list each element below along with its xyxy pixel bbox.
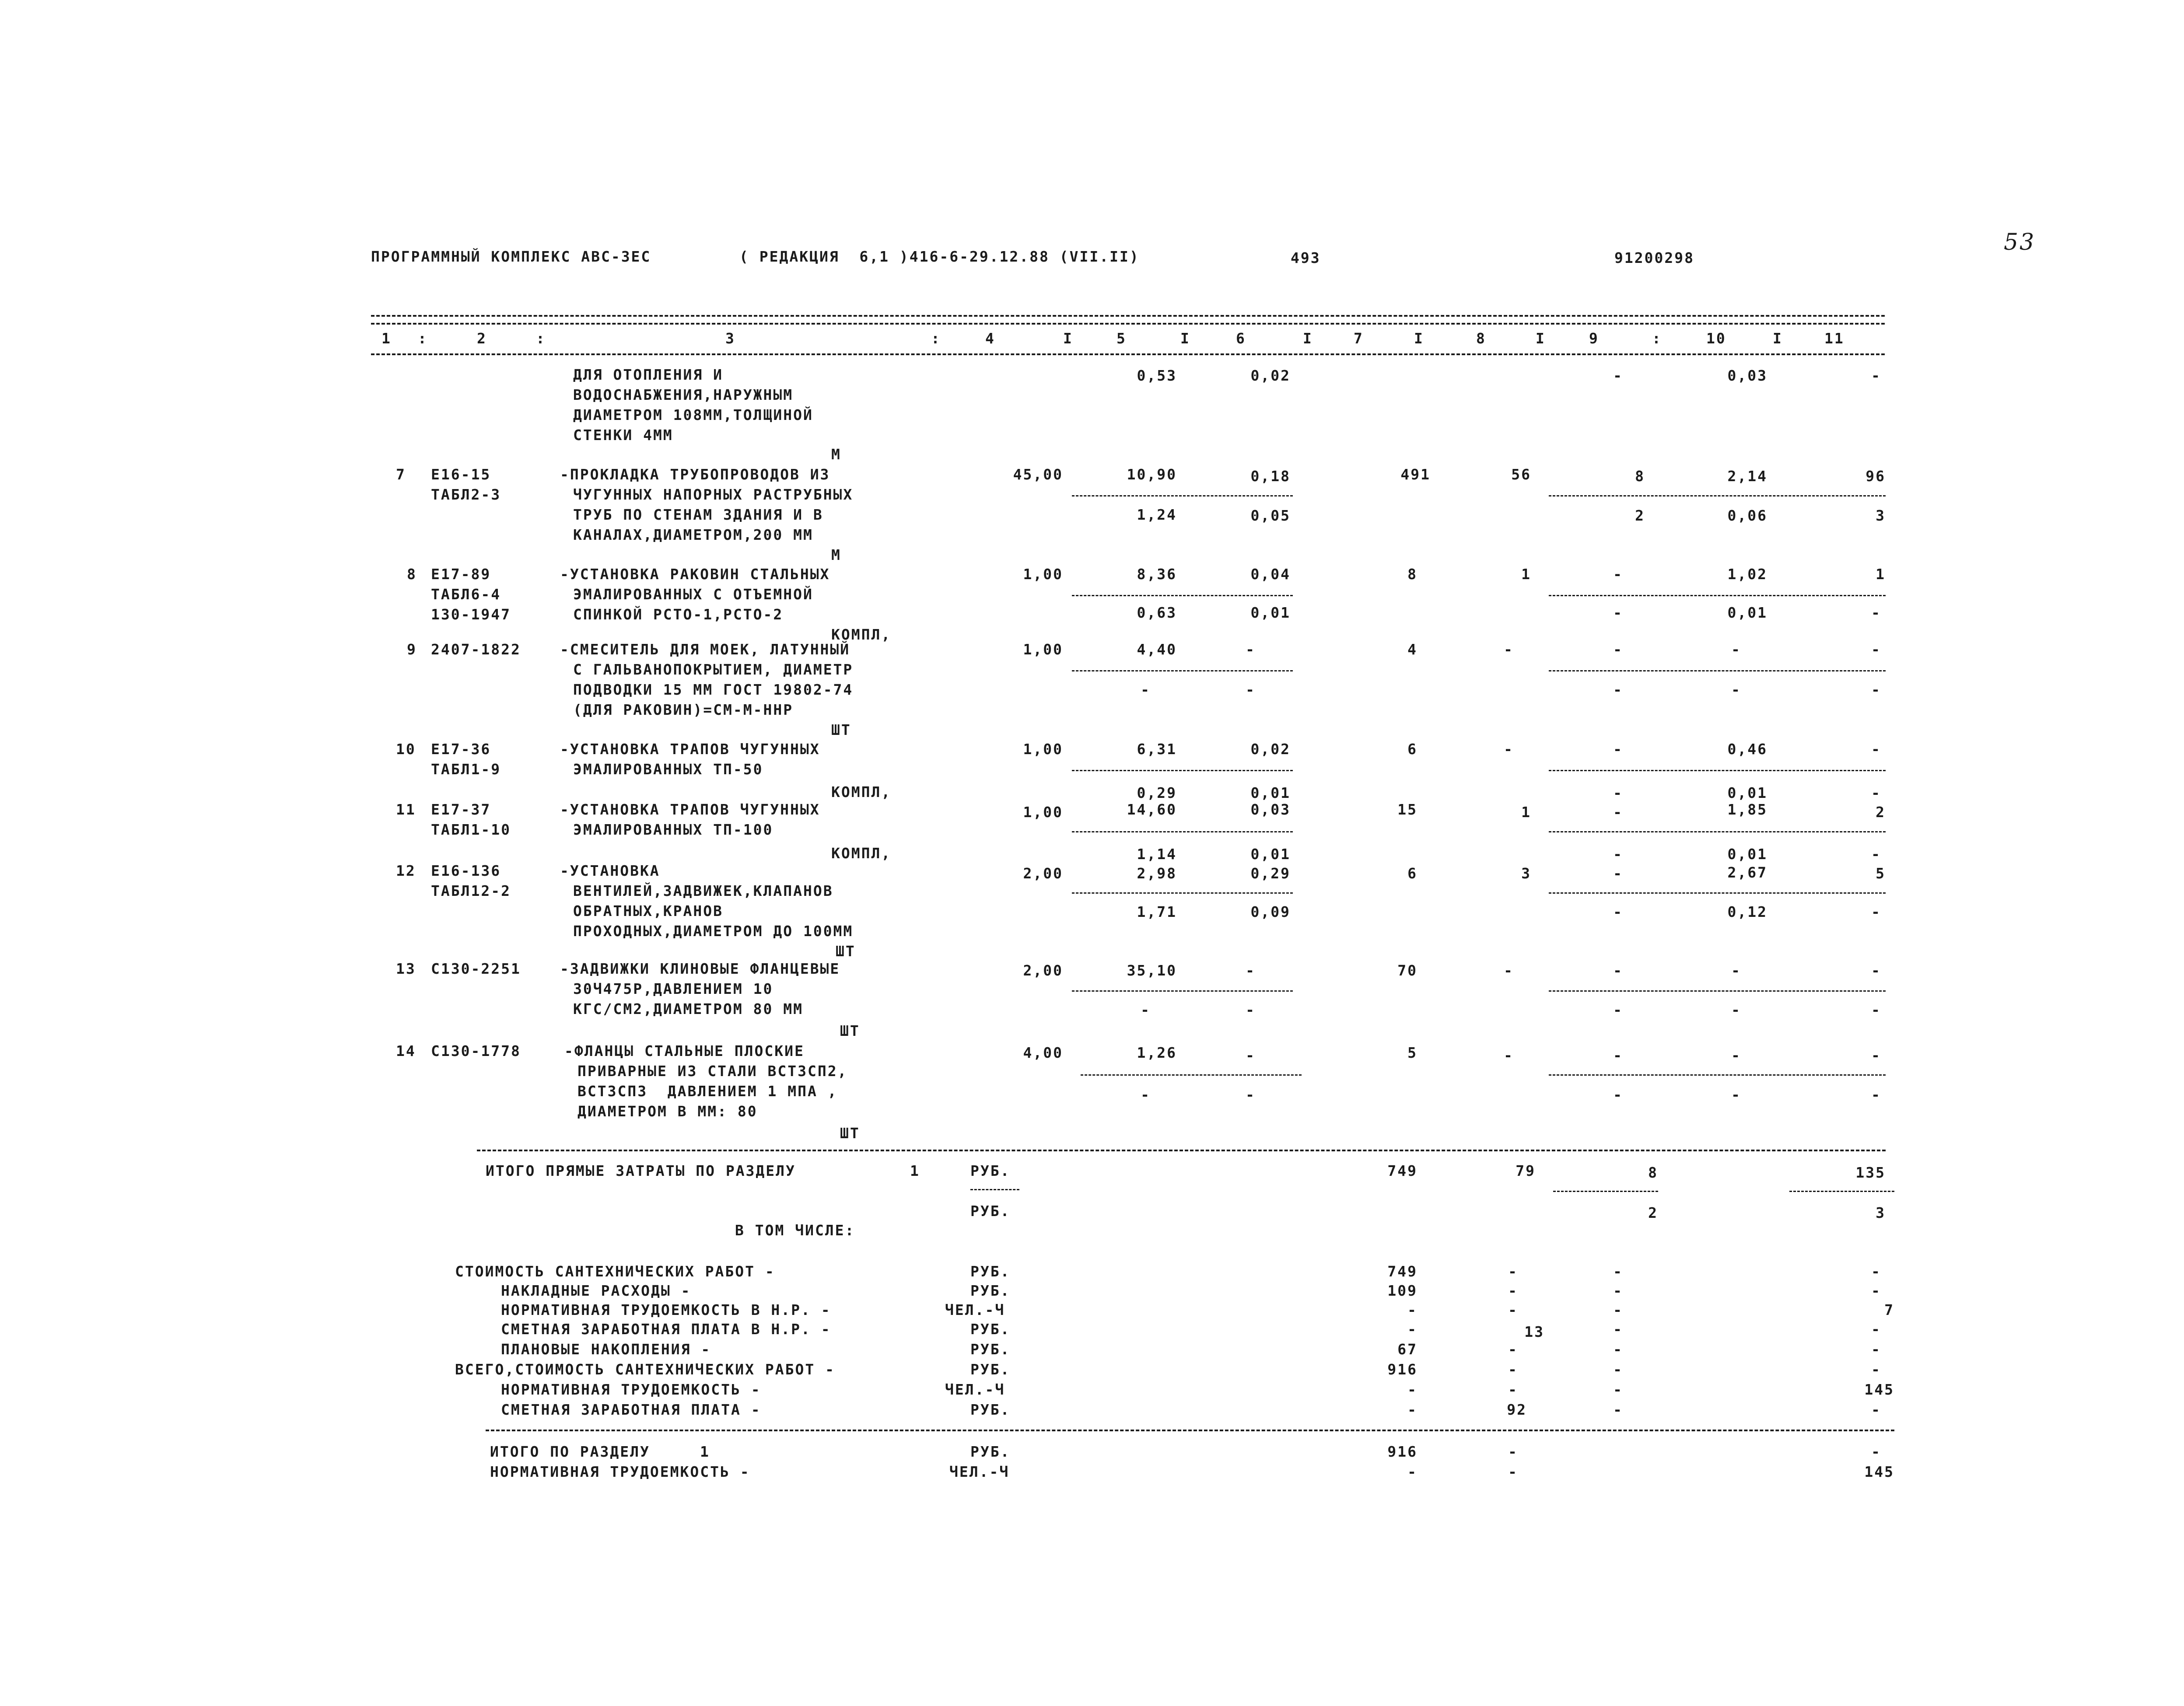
cell-col4: 1,00 xyxy=(1023,741,1063,758)
row-code: ТАБЛ2-3 xyxy=(431,486,501,503)
cell-col4: 1,00 xyxy=(1023,641,1063,658)
row-unit: КОМПЛ, xyxy=(831,783,892,801)
row-unit: М xyxy=(831,546,841,563)
cell-col6-sub: 0,01 xyxy=(1250,846,1291,863)
cell-col10-sub: - xyxy=(1731,681,1741,698)
section-labor-label: НОРМАТИВНАЯ ТРУДОЕМКОСТЬ - xyxy=(490,1463,750,1480)
cell-col11: - xyxy=(1871,741,1881,758)
header-rule-top xyxy=(371,315,1885,317)
totals-line-col8: - xyxy=(1508,1381,1518,1398)
row-number: 13 xyxy=(396,960,416,977)
cell-col11-sub: - xyxy=(1871,784,1881,801)
cell-col9: - xyxy=(1613,641,1623,658)
cell-col11-sub: - xyxy=(1871,903,1881,920)
cell-col5: 8,36 xyxy=(1137,566,1177,583)
row-code: С130-2251 xyxy=(431,960,521,977)
cell-col6: 0,29 xyxy=(1250,865,1291,882)
cell-col6: 0,02 xyxy=(1250,741,1291,758)
totals-line-col11: - xyxy=(1871,1263,1881,1280)
cell-col5-sub: - xyxy=(1141,1001,1151,1018)
cell-divider xyxy=(1789,1191,1894,1192)
totals-line-col8: - xyxy=(1508,1301,1518,1318)
cell-col10: 1,02 xyxy=(1727,566,1768,583)
cell-col11-sub: - xyxy=(1871,1001,1881,1018)
totals-line-col11: - xyxy=(1871,1282,1881,1299)
row-description: ДИАМЕТРОМ В ММ: 80 xyxy=(578,1103,758,1120)
totals-line-unit: ЧЕЛ.-Ч xyxy=(945,1381,1005,1398)
col-2: 2 xyxy=(477,330,487,347)
totals-line-unit: РУБ. xyxy=(970,1321,1011,1338)
cell-col9: - xyxy=(1613,1047,1623,1064)
cell-col9: 8 xyxy=(1635,468,1645,485)
totals-line-col7: 109 xyxy=(1387,1282,1418,1299)
totals-label: ИТОГО ПРЯМЫЕ ЗАТРАТЫ ПО РАЗДЕЛУ xyxy=(486,1162,796,1179)
col-10: 10 xyxy=(1706,330,1726,347)
row-description: 30Ч475Р,ДАВЛЕНИЕМ 10 xyxy=(573,980,774,997)
totals-col8: 79 xyxy=(1516,1162,1536,1179)
totals-line-unit: РУБ. xyxy=(970,1341,1011,1358)
totals-line-col8: - xyxy=(1508,1282,1518,1299)
totals-line-unit: РУБ. xyxy=(970,1361,1011,1378)
section-total-number: 1 xyxy=(700,1443,710,1460)
row-number: 11 xyxy=(396,801,416,818)
cell-col4: 2,00 xyxy=(1023,865,1063,882)
row-description: С ГАЛЬВАНОПОКРЫТИЕМ, ДИАМЕТР xyxy=(573,661,854,678)
row-code: Е17-36 xyxy=(431,741,491,758)
col-sep: I xyxy=(1063,330,1073,347)
section-labor-col8: - xyxy=(1508,1463,1518,1480)
cell-col10: 1,85 xyxy=(1727,801,1768,818)
section-total-unit: РУБ. xyxy=(970,1443,1011,1460)
totals-unit: РУБ. xyxy=(970,1203,1011,1220)
cell-col10: - xyxy=(1731,962,1741,979)
totals-line-label: СТОИМОСТЬ САНТЕХНИЧЕСКИХ РАБОТ - xyxy=(455,1263,775,1280)
cell-col10-sub: - xyxy=(1731,1001,1741,1018)
totals-col11: 3 xyxy=(1876,1204,1886,1221)
totals-col7: 749 xyxy=(1387,1162,1418,1179)
cell-col9: - xyxy=(1613,804,1623,821)
totals-line-col11: - xyxy=(1871,1401,1881,1418)
cell-col8: 56 xyxy=(1511,466,1531,483)
cell-col9-sub: - xyxy=(1613,846,1623,863)
including-heading: В ТОМ ЧИСЛЕ: xyxy=(735,1222,855,1239)
row-description: СТЕНКИ 4ММ xyxy=(573,426,673,444)
cell-col9: - xyxy=(1613,865,1623,882)
row-description: ВОДОСНАБЖЕНИЯ,НАРУЖНЫМ xyxy=(573,386,794,403)
cell-col6: 0,03 xyxy=(1250,801,1291,818)
totals-unit: РУБ. xyxy=(970,1162,1011,1179)
cell-col6-sub: 0,05 xyxy=(1250,507,1291,524)
section-total-col8: - xyxy=(1508,1443,1518,1460)
row-description: ПРИВАРНЫЕ ИЗ СТАЛИ ВСТ3СП2, xyxy=(578,1063,848,1080)
cell-col11: 96 xyxy=(1866,468,1886,485)
row-description: ЭМАЛИРОВАННЫХ С ОТЪЕМНОЙ xyxy=(573,586,813,603)
section-total-rule xyxy=(486,1430,1894,1431)
totals-line-col7: - xyxy=(1407,1381,1418,1398)
cell-col8: 3 xyxy=(1521,865,1531,882)
cell-col9: - xyxy=(1613,566,1623,583)
cell-col5-sub: 0,63 xyxy=(1137,604,1177,621)
sheet-mark: 53 xyxy=(2004,229,2036,255)
totals-col9: 8 xyxy=(1648,1164,1658,1181)
totals-line-label: НОРМАТИВНАЯ ТРУДОЕМКОСТЬ В Н.Р. - xyxy=(501,1301,831,1318)
row-description: ДЛЯ ОТОПЛЕНИЯ И xyxy=(573,366,724,383)
totals-col9: 2 xyxy=(1648,1204,1658,1221)
cell-col10: 0,03 xyxy=(1727,367,1768,384)
totals-line-label: ВСЕГО,СТОИМОСТЬ САНТЕХНИЧЕСКИХ РАБОТ - xyxy=(455,1361,835,1378)
cell-col5: 2,98 xyxy=(1137,865,1177,882)
cell-col4: 2,00 xyxy=(1023,962,1063,979)
totals-line-unit: ЧЕЛ.-Ч xyxy=(945,1301,1005,1318)
row-description: -УСТАНОВКА xyxy=(560,862,660,879)
row-unit: КОМПЛ, xyxy=(831,845,892,862)
col-9: 9 xyxy=(1589,330,1599,347)
row-description: ВСТ3СП3 ДАВЛЕНИЕМ 1 МПА , xyxy=(578,1083,838,1100)
section-labor-col11: 145 xyxy=(1864,1463,1894,1480)
row-unit: ШТ xyxy=(831,721,851,738)
section-total-label: ИТОГО ПО РАЗДЕЛУ xyxy=(490,1443,650,1460)
row-number: 9 xyxy=(407,641,417,658)
cell-col10: - xyxy=(1731,641,1741,658)
col-5: 5 xyxy=(1116,330,1127,347)
row-description: ВЕНТИЛЕЙ,ЗАДВИЖЕК,КЛАПАНОВ xyxy=(573,882,833,899)
col-6: 6 xyxy=(1236,330,1246,347)
totals-line-col11: 7 xyxy=(1884,1301,1894,1318)
cell-col7: 70 xyxy=(1397,962,1418,979)
section-total-col7: 916 xyxy=(1387,1443,1418,1460)
cell-col9-sub: - xyxy=(1613,784,1623,801)
cell-col4: 45,00 xyxy=(1013,466,1063,483)
totals-line-col9: - xyxy=(1613,1301,1623,1318)
cell-col6: - xyxy=(1246,1047,1256,1064)
cell-col6-sub: 0,01 xyxy=(1250,604,1291,621)
row-description: ЭМАЛИРОВАННЫХ ТП-50 xyxy=(573,761,763,778)
row-description: КГС/СМ2,ДИАМЕТРОМ 80 ММ xyxy=(573,1000,803,1017)
cell-col10: 0,46 xyxy=(1727,741,1768,758)
cell-col7: 6 xyxy=(1407,865,1418,882)
cell-col4: 1,00 xyxy=(1023,804,1063,821)
cell-col11: 5 xyxy=(1876,865,1886,882)
cell-col8: 1 xyxy=(1521,804,1531,821)
page-number: 493 xyxy=(1291,249,1321,266)
cell-col10-sub: 0,01 xyxy=(1727,784,1768,801)
row-description: -УСТАНОВКА ТРАПОВ ЧУГУННЫХ xyxy=(560,801,820,818)
row-number: 8 xyxy=(407,566,417,583)
row-number: 10 xyxy=(396,741,416,758)
col-11: 11 xyxy=(1824,330,1844,347)
row-unit: ШТ xyxy=(836,943,856,960)
totals-line-col7: 916 xyxy=(1387,1361,1418,1378)
cell-col5-sub: 0,29 xyxy=(1137,784,1177,801)
cell-divider xyxy=(1549,990,1886,992)
totals-line-col8: 92 xyxy=(1507,1401,1527,1418)
cell-col6-sub: 0,09 xyxy=(1250,903,1291,920)
totals-rule xyxy=(477,1150,1886,1151)
row-unit: ШТ xyxy=(840,1125,860,1142)
cell-col8: - xyxy=(1504,962,1514,979)
cell-col11-sub: 3 xyxy=(1876,507,1886,524)
cell-col8: - xyxy=(1504,1047,1514,1064)
row-description: ПОДВОДКИ 15 ММ ГОСТ 19802-74 xyxy=(573,681,854,698)
cell-col7: 6 xyxy=(1407,741,1418,758)
totals-line-col9: - xyxy=(1613,1282,1623,1299)
col-sep: I xyxy=(1303,330,1313,347)
cell-col5: 35,10 xyxy=(1127,962,1177,979)
cell-divider xyxy=(1549,770,1886,771)
cell-col11: 2 xyxy=(1876,804,1886,821)
cell-col4: 1,00 xyxy=(1023,566,1063,583)
totals-col11: 135 xyxy=(1855,1164,1886,1181)
col-4: 4 xyxy=(985,330,995,347)
row-code: С130-1778 xyxy=(431,1042,521,1059)
totals-line-col9: - xyxy=(1613,1381,1623,1398)
row-description: -СМЕСИТЕЛЬ ДЛЯ МОЕК, ЛАТУННЫЙ xyxy=(560,641,850,658)
cell-col6-sub: 0,01 xyxy=(1250,784,1291,801)
cell-col9-sub: - xyxy=(1613,681,1623,698)
col-sep: I xyxy=(1180,330,1190,347)
totals-line-unit: РУБ. xyxy=(970,1282,1011,1299)
row-number: 14 xyxy=(396,1042,416,1059)
cell-col5: 4,40 xyxy=(1137,641,1177,658)
row-description: -ЗАДВИЖКИ КЛИНОВЫЕ ФЛАНЦЕВЫЕ xyxy=(560,960,840,977)
col-sep: I xyxy=(1414,330,1424,347)
cell-col7: 15 xyxy=(1397,801,1418,818)
row-description: -УСТАНОВКА РАКОВИН СТАЛЬНЫХ xyxy=(560,566,830,583)
row-description: ОБРАТНЫХ,КРАНОВ xyxy=(573,902,724,919)
totals-line-unit: РУБ. xyxy=(970,1263,1011,1280)
cell-col9-sub: - xyxy=(1613,1086,1623,1103)
row-code: ТАБЛ12-2 xyxy=(431,882,511,899)
cell-divider xyxy=(1072,990,1293,992)
cell-col5-sub: 1,24 xyxy=(1137,506,1177,523)
cell-divider xyxy=(1549,670,1886,671)
cell-col5-sub: - xyxy=(1141,1086,1151,1103)
col-sep: : xyxy=(931,330,941,347)
cell-col11-sub: - xyxy=(1871,681,1881,698)
cell-col11: - xyxy=(1871,962,1881,979)
program-title: ПРОГРАММНЫЙ КОМПЛЕКС АВС-ЗЕС xyxy=(371,248,651,265)
row-description: -УСТАНОВКА ТРАПОВ ЧУГУННЫХ xyxy=(560,741,820,758)
cell-col9-sub: - xyxy=(1613,604,1623,621)
cell-col11-sub: - xyxy=(1871,1086,1881,1103)
totals-line-col7: - xyxy=(1407,1301,1418,1318)
col-7: 7 xyxy=(1354,330,1364,347)
cell-col9-sub: - xyxy=(1613,903,1623,920)
cell-divider xyxy=(1072,670,1293,671)
cell-col7: 4 xyxy=(1407,641,1418,658)
cell-col5-sub: - xyxy=(1141,681,1151,698)
totals-line-col11: 145 xyxy=(1864,1381,1894,1398)
cell-col8: 1 xyxy=(1521,566,1531,583)
row-description: КАНАЛАХ,ДИАМЕТРОМ,200 ММ xyxy=(573,526,813,543)
row-code: 130-1947 xyxy=(431,606,511,623)
totals-line-label: ПЛАНОВЫЕ НАКОПЛЕНИЯ - xyxy=(501,1341,711,1358)
cell-col9-sub: - xyxy=(1613,1001,1623,1018)
col-sep: : xyxy=(418,330,428,347)
row-unit: КОМПЛ, xyxy=(831,626,892,643)
totals-line-col7: 749 xyxy=(1387,1263,1418,1280)
header-rule-bottom xyxy=(371,353,1885,355)
totals-line-col8: - xyxy=(1508,1341,1518,1358)
row-code: Е16-15 xyxy=(431,466,491,483)
cell-col9-sub: 2 xyxy=(1635,507,1645,524)
cell-col6: 0,02 xyxy=(1250,367,1291,384)
section-total-col11: - xyxy=(1871,1443,1881,1460)
cell-col9: - xyxy=(1613,962,1623,979)
cell-col6-sub: - xyxy=(1246,1086,1256,1103)
row-number: 12 xyxy=(396,862,416,879)
totals-line-col11: - xyxy=(1871,1361,1881,1378)
totals-line-col9: - xyxy=(1613,1263,1623,1280)
cell-divider xyxy=(1072,892,1293,894)
cell-col10: 2,67 xyxy=(1727,864,1768,881)
cell-col10: - xyxy=(1731,1047,1741,1064)
cell-col6-sub: - xyxy=(1246,1001,1256,1018)
cell-col5: 10,90 xyxy=(1127,466,1177,483)
cell-col6: 0,04 xyxy=(1250,566,1291,583)
row-code: Е16-136 xyxy=(431,862,501,879)
col-3: 3 xyxy=(725,330,735,347)
cell-col5: 14,60 xyxy=(1127,801,1177,818)
cell-col5-sub: 1,14 xyxy=(1137,846,1177,863)
col-sep: I xyxy=(1536,330,1546,347)
cell-divider xyxy=(1072,770,1293,771)
cell-col11: - xyxy=(1871,641,1881,658)
cell-col10-sub: 0,06 xyxy=(1727,507,1768,524)
section-labor-unit: ЧЕЛ.-Ч xyxy=(949,1463,1010,1480)
cell-col10-sub: 0,12 xyxy=(1727,903,1768,920)
cell-col11: - xyxy=(1871,1047,1881,1064)
cell-divider xyxy=(1553,1191,1658,1192)
row-description: ПРОХОДНЫХ,ДИАМЕТРОМ ДО 100ММ xyxy=(573,923,854,940)
cell-col11: - xyxy=(1871,367,1881,384)
totals-line-col11: - xyxy=(1871,1341,1881,1358)
row-description: (ДЛЯ РАКОВИН)=СМ-М-ННР xyxy=(573,701,794,718)
row-description: -ФЛАНЦЫ СТАЛЬНЫЕ ПЛОСКИЕ xyxy=(564,1042,805,1059)
cell-col5: 1,26 xyxy=(1137,1044,1177,1061)
totals-line-col9: - xyxy=(1613,1361,1623,1378)
cell-col6: - xyxy=(1246,962,1256,979)
row-number: 7 xyxy=(396,466,406,483)
header-rule-top-2 xyxy=(371,323,1885,325)
cell-divider xyxy=(1549,831,1886,832)
totals-line-col8: - xyxy=(1508,1263,1518,1280)
totals-line-col7: 67 xyxy=(1397,1341,1418,1358)
row-code: Е17-89 xyxy=(431,566,491,583)
cell-col8: - xyxy=(1504,641,1514,658)
totals-line-col8: 13 xyxy=(1524,1323,1544,1340)
cell-col9: - xyxy=(1613,741,1623,758)
row-description: -ПРОКЛАДКА ТРУБОПРОВОДОВ ИЗ xyxy=(560,466,830,483)
edition-info: ( РЕДАКЦИЯ 6,1 )416-6-29.12.88 (VII.II) xyxy=(739,248,1140,265)
cell-divider xyxy=(1072,595,1293,596)
col-sep: I xyxy=(1773,330,1783,347)
row-code: ТАБЛ1-9 xyxy=(431,761,501,778)
cell-divider xyxy=(1072,831,1293,832)
row-code: Е17-37 xyxy=(431,801,491,818)
col-1: 1 xyxy=(382,330,392,347)
totals-line-label: НОРМАТИВНАЯ ТРУДОЕМКОСТЬ - xyxy=(501,1381,761,1398)
row-unit: М xyxy=(831,446,841,463)
col-8: 8 xyxy=(1476,330,1486,347)
row-description: СПИНКОЙ РСТО-1,РСТО-2 xyxy=(573,606,784,623)
cell-col11-sub: - xyxy=(1871,846,1881,863)
section-labor-col7: - xyxy=(1407,1463,1418,1480)
cell-col7: 5 xyxy=(1407,1044,1418,1061)
cell-col10-sub: 0,01 xyxy=(1727,846,1768,863)
totals-line-label: СМЕТНАЯ ЗАРАБОТНАЯ ПЛАТА В Н.Р. - xyxy=(501,1321,831,1338)
cell-divider xyxy=(1549,892,1886,894)
row-description: ЧУГУННЫХ НАПОРНЫХ РАСТРУБНЫХ xyxy=(573,486,854,503)
totals-line-col8: - xyxy=(1508,1361,1518,1378)
totals-line-col9: - xyxy=(1613,1321,1623,1338)
cell-divider xyxy=(1549,495,1886,496)
totals-line-label: СМЕТНАЯ ЗАРАБОТНАЯ ПЛАТА - xyxy=(501,1401,761,1418)
cell-col4: 4,00 xyxy=(1023,1044,1063,1061)
cell-divider xyxy=(1072,495,1293,496)
cell-col6: 0,18 xyxy=(1250,468,1291,485)
cell-col9: - xyxy=(1613,367,1623,384)
cell-col11: 1 xyxy=(1876,566,1886,583)
totals-line-label: НАКЛАДНЫЕ РАСХОДЫ - xyxy=(501,1282,691,1299)
cell-col7: 8 xyxy=(1407,566,1418,583)
row-description: ДИАМЕТРОМ 108ММ,ТОЛЩИНОЙ xyxy=(573,406,813,423)
row-code: ТАБЛ1-10 xyxy=(431,821,511,838)
row-unit: ШТ xyxy=(840,1022,860,1039)
totals-line-unit: РУБ. xyxy=(970,1401,1011,1418)
row-code: 2407-1822 xyxy=(431,641,521,658)
cell-col11-sub: - xyxy=(1871,604,1881,621)
cell-col10-sub: 0,01 xyxy=(1727,604,1768,621)
cell-col7: 491 xyxy=(1400,466,1431,483)
totals-line-col9: - xyxy=(1613,1341,1623,1358)
col-sep: : xyxy=(536,330,546,347)
row-code: ТАБЛ6-4 xyxy=(431,586,501,603)
cell-col5: 6,31 xyxy=(1137,741,1177,758)
totals-line-col7: - xyxy=(1407,1401,1418,1418)
totals-section: 1 xyxy=(910,1162,920,1179)
row-description: ТРУБ ПО СТЕНАМ ЗДАНИЯ И В xyxy=(573,506,823,523)
cell-col10: 2,14 xyxy=(1727,468,1768,485)
document-code: 91200298 xyxy=(1614,249,1694,266)
cell-col10-sub: - xyxy=(1731,1086,1741,1103)
cell-divider xyxy=(970,1189,1019,1190)
cell-col6: - xyxy=(1246,641,1256,658)
cell-col8: - xyxy=(1504,741,1514,758)
col-sep: : xyxy=(1652,330,1662,347)
cell-divider xyxy=(1081,1074,1302,1076)
cell-col5-sub: 1,71 xyxy=(1137,903,1177,920)
cell-col5: 0,53 xyxy=(1137,367,1177,384)
cell-divider xyxy=(1549,1074,1886,1076)
cell-col6-sub: - xyxy=(1246,681,1256,698)
totals-line-col7: - xyxy=(1407,1321,1418,1338)
row-description: ЭМАЛИРОВАННЫХ ТП-100 xyxy=(573,821,774,838)
cell-divider xyxy=(1549,595,1886,596)
totals-line-col9: - xyxy=(1613,1401,1623,1418)
totals-line-col11: - xyxy=(1871,1321,1881,1338)
